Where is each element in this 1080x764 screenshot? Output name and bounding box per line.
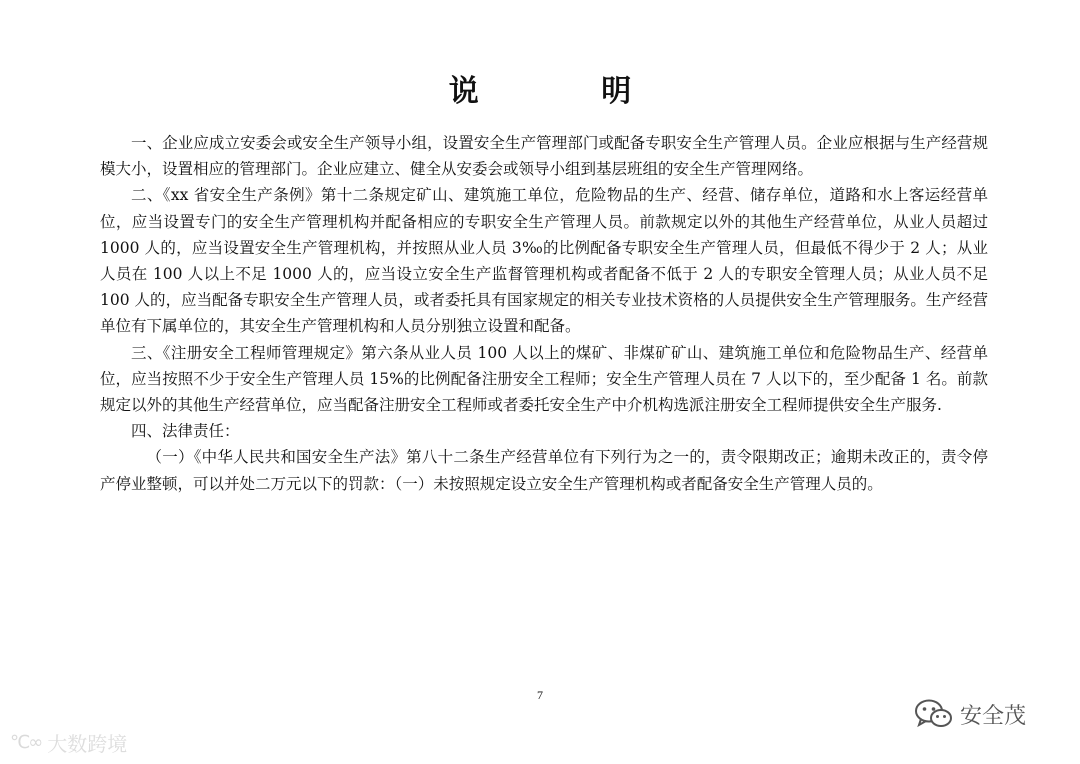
page-number: 7 [537,688,543,702]
watermark-right-text: 安全茂 [960,703,1027,729]
paragraph-5: （一）《中华人民共和国安全生产法》第八十二条生产经营单位有下列行为之一的，责令限期改正；逾期未改正的，责令停产停业整顿，可以并处二万元以下的罚款：（一）未按照规定设立安全生产管理机构或者配备安全生产管理人员的。 [100,448,988,493]
wechat-icon [914,698,954,730]
page-title: 说 明 [448,74,688,109]
watermark-left-text: 大数跨境 [47,732,128,756]
watermark-right [914,698,1026,730]
paragraph-2: 二、《xx 省安全生产条例》第十二条规定矿山、建筑施工单位，危险物品的生产、经营、储存单位，道路和水上客运经营单位，应当设置专门的安全生产管理机构并配备相应的专职安全生产管理人员。前款规定以外的其他生产经营单位，从业人员超过 1000 人的，应当设置安全生产管理机构，并按照从业人员 3‰的比例配备专职安全生产管理人员，但最低不得少于 2 人；从业人员在 100 人以上不足 1000 人的，应当设立安全生产监督管理机构或者配备不低于 2 人的专职安全管理人员；从业人员不足 100 人的，应当配备专职安全生产管理人员，或者委托具有国家规定的相关专业技术资格的人员提供安全生产管理服务。生产经营单位有下属单位的，其安全生产管理机构和人员分别独立设置和配备。 [100,186,988,336]
document-body [100,130,988,497]
paragraph-1: 一、企业应成立安委会或安全生产领导小组，设置安全生产管理部门或配备专职安全生产管理人员。企业应根据与生产经营规模大小，设置相应的管理部门。企业应建立、健全从安委会或领导小组到基层班组的安全生产管理网络。 [100,134,988,179]
paragraph-4: 四、法律责任： [131,422,240,441]
watermark-logo: ℃∞ [10,732,42,753]
paragraph-3: 三、《注册安全工程师管理规定》第六条从业人员 100 人以上的煤矿、非煤矿矿山、建筑施工单位和危险物品生产、经营单位，应当按照不少于安全生产管理人员 15%的比例配备注册安全工程师；安全生产管理人员在 7 人以下的，至少配备 1 名。前款规定以外的其他生产经营单位，应当配备注册安全工程师或者委托安全生产中介机构选派注册安全工程师提供安全生产服务. [100,343,988,415]
watermark-left [10,728,127,757]
